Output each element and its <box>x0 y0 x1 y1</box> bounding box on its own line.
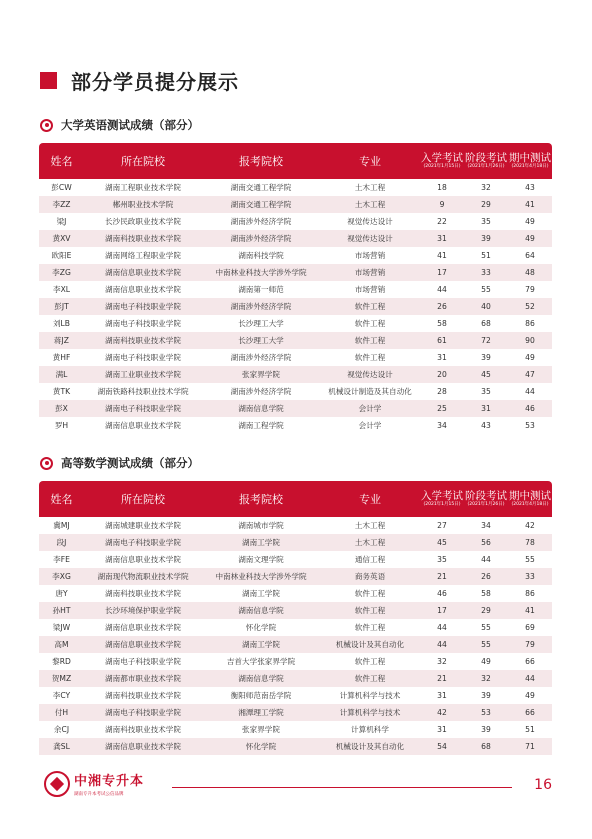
cell-student-name: 李XG <box>52 572 71 581</box>
table-row <box>39 179 552 196</box>
cell-current-school: 湖南信息职业技术学院 <box>105 285 181 294</box>
page-number: 16 <box>534 777 552 793</box>
cell-major: 软件工程 <box>354 336 386 345</box>
cell-major: 软件工程 <box>354 606 386 615</box>
cell-entrance-score: 54 <box>437 742 447 751</box>
cell-midterm-score: 49 <box>525 217 535 226</box>
cell-major: 通信工程 <box>354 555 386 564</box>
cell-current-school: 湖南科技职业技术学院 <box>105 589 181 598</box>
header-exam-label: 入学考试 <box>421 489 463 502</box>
cell-current-school: 湖南现代物流职业技术学院 <box>97 572 189 581</box>
header-exam-label: 期中测试 <box>509 151 551 164</box>
section-header-english <box>40 117 199 133</box>
footer-divider <box>172 787 512 788</box>
cell-student-name: 罗H <box>54 421 69 430</box>
cell-stage-score: 56 <box>481 538 491 547</box>
cell-major: 商务英语 <box>354 572 386 581</box>
table-row <box>39 247 552 264</box>
table-row <box>39 366 552 383</box>
cell-target-school: 湖南涉外经济学院 <box>230 217 292 226</box>
cell-midterm-score: 55 <box>525 555 535 564</box>
cell-target-school: 湖南文理学院 <box>238 555 284 564</box>
header-stage-score <box>464 491 508 508</box>
cell-student-name: 贺MZ <box>51 674 72 683</box>
footer <box>44 770 552 806</box>
header-entrance-score <box>420 491 464 508</box>
cell-stage-score: 32 <box>481 674 491 683</box>
cell-stage-score: 44 <box>481 555 491 564</box>
logo-main-text: 中湘专升本 <box>74 774 145 789</box>
cell-entrance-score: 34 <box>437 421 447 430</box>
header-midterm-score <box>508 153 552 170</box>
page-title-text: 部分学员提分展示 <box>71 70 239 94</box>
cell-midterm-score: 78 <box>525 538 535 547</box>
cell-stage-score: 55 <box>481 623 491 632</box>
cell-major: 视觉传达设计 <box>347 217 393 226</box>
table-row <box>39 551 552 568</box>
cell-entrance-score: 42 <box>437 708 447 717</box>
cell-target-school: 长沙理工大学 <box>238 336 284 345</box>
header-exam-label: 阶段考试 <box>465 151 507 164</box>
table-header <box>39 143 552 179</box>
cell-major: 计算机科学 <box>351 725 389 734</box>
cell-midterm-score: 90 <box>525 336 535 345</box>
cell-entrance-score: 22 <box>437 217 447 226</box>
cell-midterm-score: 79 <box>525 640 535 649</box>
cell-midterm-score: 49 <box>525 691 535 700</box>
cell-midterm-score: 41 <box>525 606 535 615</box>
cell-midterm-score: 52 <box>525 302 535 311</box>
cell-current-school: 湖南科技职业技术学院 <box>105 691 181 700</box>
cell-entrance-score: 28 <box>437 387 447 396</box>
cell-midterm-score: 51 <box>525 725 535 734</box>
cell-entrance-score: 31 <box>437 353 447 362</box>
cell-target-school: 湖南信息学院 <box>238 674 284 683</box>
cell-target-school: 衡阳师范南岳学院 <box>230 691 292 700</box>
table-body <box>39 517 552 755</box>
cell-student-name: 李ZG <box>52 268 71 277</box>
table-row <box>39 653 552 670</box>
header-exam-date: (2021年4月18日) <box>511 164 549 169</box>
cell-target-school: 湖南工程学院 <box>238 421 284 430</box>
cell-current-school: 湖南科技职业技术学院 <box>105 725 181 734</box>
table-row <box>39 400 552 417</box>
cell-current-school: 湖南电子科技职业学院 <box>105 302 181 311</box>
cell-major: 土木工程 <box>354 200 386 209</box>
cell-stage-score: 35 <box>481 387 491 396</box>
cell-entrance-score: 44 <box>437 623 447 632</box>
header-target-school: 报考院校 <box>239 493 283 506</box>
header-exam-date: (2021年1月15日) <box>423 164 461 169</box>
cell-entrance-score: 44 <box>437 640 447 649</box>
cell-student-name: 付H <box>54 708 69 717</box>
cell-midterm-score: 69 <box>525 623 535 632</box>
cell-stage-score: 29 <box>481 606 491 615</box>
table-row <box>39 687 552 704</box>
cell-stage-score: 29 <box>481 200 491 209</box>
cell-student-name: 李XL <box>52 285 71 294</box>
cell-current-school: 长沙民政职业技术学院 <box>105 217 181 226</box>
cell-midterm-score: 41 <box>525 200 535 209</box>
table-row <box>39 213 552 230</box>
cell-current-school: 湖南工程职业技术学院 <box>105 183 181 192</box>
cell-entrance-score: 20 <box>437 370 447 379</box>
table-row <box>39 721 552 738</box>
cell-major: 软件工程 <box>354 589 386 598</box>
cell-current-school: 湖南科技职业技术学院 <box>105 336 181 345</box>
table-row <box>39 332 552 349</box>
table-row <box>39 417 552 434</box>
cell-midterm-score: 44 <box>525 387 535 396</box>
cell-current-school: 长沙环境保护职业学院 <box>105 606 181 615</box>
cell-target-school: 怀化学院 <box>245 623 277 632</box>
cell-midterm-score: 71 <box>525 742 535 751</box>
header-entrance-score <box>420 153 464 170</box>
target-circle-icon <box>40 119 53 132</box>
cell-entrance-score: 35 <box>437 555 447 564</box>
header-major: 专业 <box>359 155 381 168</box>
cell-student-name: 刘LB <box>52 319 71 328</box>
cell-entrance-score: 9 <box>439 200 445 209</box>
cell-target-school: 中南林业科技大学涉外学院 <box>215 268 307 277</box>
cell-current-school: 湖南信息职业技术学院 <box>105 555 181 564</box>
cell-current-school: 湖南科技职业技术学院 <box>105 234 181 243</box>
cell-student-name: 李CY <box>52 691 71 700</box>
table-row <box>39 738 552 755</box>
cell-student-name: 高M <box>54 640 69 649</box>
cell-stage-score: 34 <box>481 521 491 530</box>
cell-stage-score: 39 <box>481 725 491 734</box>
cell-current-school: 湖南城建职业技术学院 <box>105 521 181 530</box>
cell-current-school: 湖南都市职业技术学院 <box>105 674 181 683</box>
cell-student-name: 蒋JZ <box>53 336 70 345</box>
cell-stage-score: 39 <box>481 691 491 700</box>
cell-student-name: 满L <box>55 370 68 379</box>
cell-entrance-score: 31 <box>437 234 447 243</box>
cell-stage-score: 68 <box>481 742 491 751</box>
cell-major: 土木工程 <box>354 521 386 530</box>
header-student-name: 姓名 <box>50 493 73 506</box>
cell-student-name: 黄XV <box>52 234 71 243</box>
table-row <box>39 264 552 281</box>
cell-midterm-score: 49 <box>525 234 535 243</box>
cell-entrance-score: 46 <box>437 589 447 598</box>
cell-current-school: 湖南信息职业技术学院 <box>105 623 181 632</box>
table-row <box>39 230 552 247</box>
cell-stage-score: 51 <box>481 251 491 260</box>
cell-stage-score: 39 <box>481 353 491 362</box>
cell-midterm-score: 66 <box>525 657 535 666</box>
cell-midterm-score: 33 <box>525 572 535 581</box>
header-exam-date: (2021年4月18日) <box>511 502 549 507</box>
cell-current-school: 湖南电子科技职业学院 <box>105 353 181 362</box>
cell-target-school: 怀化学院 <box>245 742 277 751</box>
cell-midterm-score: 48 <box>525 268 535 277</box>
table-row <box>39 534 552 551</box>
cell-target-school: 湖南工学院 <box>242 589 280 598</box>
cell-student-name: 彭JT <box>54 302 69 311</box>
section-header-math <box>40 455 199 471</box>
cell-major: 视觉传达设计 <box>347 234 393 243</box>
cell-stage-score: 53 <box>481 708 491 717</box>
section-title: 高等数学测试成绩（部分） <box>61 456 199 470</box>
header-exam-label: 期中测试 <box>509 489 551 502</box>
cell-student-name: 李ZZ <box>52 200 71 209</box>
cell-entrance-score: 25 <box>437 404 447 413</box>
cell-stage-score: 31 <box>481 404 491 413</box>
header-exam-label: 入学考试 <box>421 151 463 164</box>
cell-major: 会计学 <box>358 421 382 430</box>
cell-stage-score: 55 <box>481 285 491 294</box>
logo-seal-icon <box>44 771 70 797</box>
cell-major: 计算机科学与技术 <box>339 708 401 717</box>
cell-entrance-score: 41 <box>437 251 447 260</box>
cell-stage-score: 58 <box>481 589 491 598</box>
cell-stage-score: 45 <box>481 370 491 379</box>
cell-target-school: 湖南交通工程学院 <box>230 183 292 192</box>
cell-major: 土木工程 <box>354 183 386 192</box>
cell-stage-score: 32 <box>481 183 491 192</box>
cell-student-name: 梁J <box>56 217 67 226</box>
cell-entrance-score: 44 <box>437 285 447 294</box>
cell-student-name: 梁JW <box>52 623 71 632</box>
cell-entrance-score: 45 <box>437 538 447 547</box>
title-square-icon <box>40 72 57 89</box>
table-body <box>39 179 552 434</box>
table-row <box>39 704 552 721</box>
cell-major: 市场营销 <box>354 268 386 277</box>
cell-student-name: 黄HF <box>52 353 71 362</box>
header-current-school: 所在院校 <box>121 493 165 506</box>
cell-target-school: 中南林业科技大学涉外学院 <box>215 572 307 581</box>
cell-midterm-score: 79 <box>525 285 535 294</box>
cell-major: 机械设计及其自动化 <box>335 742 405 751</box>
cell-target-school: 湖南涉外经济学院 <box>230 387 292 396</box>
cell-major: 视觉传达设计 <box>347 370 393 379</box>
cell-entrance-score: 26 <box>437 302 447 311</box>
cell-target-school: 湖南信息学院 <box>238 404 284 413</box>
cell-target-school: 湘潭理工学院 <box>238 708 284 717</box>
cell-current-school: 湖南电子科技职业学院 <box>105 319 181 328</box>
cell-major: 市场营销 <box>354 285 386 294</box>
cell-student-name: 李FE <box>53 555 70 564</box>
table-row <box>39 517 552 534</box>
cell-target-school: 长沙理工大学 <box>238 319 284 328</box>
cell-student-name: 段J <box>56 538 67 547</box>
table-row <box>39 670 552 687</box>
cell-major: 软件工程 <box>354 353 386 362</box>
cell-major: 软件工程 <box>354 302 386 311</box>
cell-current-school: 湖南网络工程职业学院 <box>105 251 181 260</box>
cell-target-school: 湖南涉外经济学院 <box>230 302 292 311</box>
cell-current-school: 湖南电子科技职业学院 <box>105 404 181 413</box>
table-row <box>39 585 552 602</box>
cell-target-school: 湖南涉外经济学院 <box>230 234 292 243</box>
cell-stage-score: 49 <box>481 657 491 666</box>
cell-current-school: 湖南信息职业技术学院 <box>105 421 181 430</box>
cell-major: 软件工程 <box>354 319 386 328</box>
table-row <box>39 298 552 315</box>
table-row <box>39 281 552 298</box>
header-exam-label: 阶段考试 <box>465 489 507 502</box>
cell-student-name: 欧阳E <box>51 251 72 260</box>
cell-entrance-score: 61 <box>437 336 447 345</box>
table-row <box>39 619 552 636</box>
cell-major: 机械设计制造及其自动化 <box>328 387 412 396</box>
cell-target-school: 湖南信息学院 <box>238 606 284 615</box>
cell-stage-score: 72 <box>481 336 491 345</box>
cell-current-school: 郴州职业技术学院 <box>112 200 174 209</box>
cell-entrance-score: 17 <box>437 268 447 277</box>
cell-midterm-score: 42 <box>525 521 535 530</box>
cell-midterm-score: 44 <box>525 674 535 683</box>
cell-current-school: 湖南信息职业技术学院 <box>105 268 181 277</box>
cell-current-school: 湖南信息职业技术学院 <box>105 742 181 751</box>
page-title <box>40 66 239 95</box>
cell-stage-score: 43 <box>481 421 491 430</box>
header-target-school: 报考院校 <box>239 155 283 168</box>
cell-major: 计算机科学与技术 <box>339 691 401 700</box>
cell-target-school: 湖南工学院 <box>242 640 280 649</box>
cell-target-school: 湖南城市学院 <box>238 521 284 530</box>
cell-stage-score: 39 <box>481 234 491 243</box>
table-row <box>39 315 552 332</box>
cell-student-name: 唐Y <box>55 589 68 598</box>
cell-student-name: 龚SL <box>53 742 70 751</box>
cell-student-name: 孙HT <box>52 606 71 615</box>
cell-major: 软件工程 <box>354 674 386 683</box>
cell-current-school: 湖南铁路科技职业技术学院 <box>97 387 189 396</box>
cell-entrance-score: 27 <box>437 521 447 530</box>
cell-stage-score: 26 <box>481 572 491 581</box>
math-score-table <box>39 481 552 755</box>
cell-target-school: 张家界学院 <box>242 725 280 734</box>
cell-major: 软件工程 <box>354 657 386 666</box>
header-major: 专业 <box>359 493 381 506</box>
section-title: 大学英语测试成绩（部分） <box>61 118 199 132</box>
header-exam-date: (2021年1月26日) <box>467 502 505 507</box>
cell-entrance-score: 31 <box>437 725 447 734</box>
cell-target-school: 湖南涉外经济学院 <box>230 353 292 362</box>
header-stage-score <box>464 153 508 170</box>
brand-logo <box>44 770 144 797</box>
cell-student-name: 余CJ <box>53 725 70 734</box>
cell-midterm-score: 66 <box>525 708 535 717</box>
cell-stage-score: 33 <box>481 268 491 277</box>
cell-target-school: 湖南交通工程学院 <box>230 200 292 209</box>
cell-target-school: 湖南科技学院 <box>238 251 284 260</box>
cell-midterm-score: 46 <box>525 404 535 413</box>
table-header <box>39 481 552 517</box>
cell-current-school: 湖南电子科技职业学院 <box>105 657 181 666</box>
cell-midterm-score: 86 <box>525 589 535 598</box>
header-student-name: 姓名 <box>50 155 73 168</box>
cell-midterm-score: 86 <box>525 319 535 328</box>
header-exam-date: (2021年1月26日) <box>467 164 505 169</box>
header-current-school: 所在院校 <box>121 155 165 168</box>
cell-major: 市场营销 <box>354 251 386 260</box>
header-midterm-score <box>508 491 552 508</box>
cell-entrance-score: 21 <box>437 674 447 683</box>
cell-major: 机械设计及其自动化 <box>335 640 405 649</box>
table-row <box>39 636 552 653</box>
cell-stage-score: 55 <box>481 640 491 649</box>
cell-midterm-score: 53 <box>525 421 535 430</box>
table-row <box>39 196 552 213</box>
cell-midterm-score: 47 <box>525 370 535 379</box>
table-row <box>39 602 552 619</box>
cell-major: 土木工程 <box>354 538 386 547</box>
cell-entrance-score: 21 <box>437 572 447 581</box>
cell-entrance-score: 58 <box>437 319 447 328</box>
cell-midterm-score: 49 <box>525 353 535 362</box>
cell-student-name: 彭X <box>55 404 68 413</box>
cell-target-school: 湖南第一师范 <box>238 285 284 294</box>
cell-entrance-score: 32 <box>437 657 447 666</box>
table-row <box>39 568 552 585</box>
cell-current-school: 湖南电子科技职业学院 <box>105 708 181 717</box>
logo-sub-text: 湖南专升本考试公信品牌 <box>74 792 124 797</box>
cell-midterm-score: 64 <box>525 251 535 260</box>
cell-entrance-score: 31 <box>437 691 447 700</box>
english-score-table <box>39 143 552 434</box>
cell-major: 软件工程 <box>354 623 386 632</box>
cell-student-name: 彭CW <box>51 183 72 192</box>
cell-student-name: 黎RD <box>52 657 71 666</box>
cell-stage-score: 68 <box>481 319 491 328</box>
cell-midterm-score: 43 <box>525 183 535 192</box>
cell-current-school: 湖南电子科技职业学院 <box>105 538 181 547</box>
target-circle-icon <box>40 457 53 470</box>
cell-stage-score: 35 <box>481 217 491 226</box>
cell-entrance-score: 18 <box>437 183 447 192</box>
cell-target-school: 吉首大学张家界学院 <box>226 657 296 666</box>
cell-current-school: 湖南工业职业技术学院 <box>105 370 181 379</box>
cell-current-school: 湖南信息职业技术学院 <box>105 640 181 649</box>
table-row <box>39 349 552 366</box>
cell-target-school: 张家界学院 <box>242 370 280 379</box>
header-exam-date: (2021年1月15日) <box>423 502 461 507</box>
cell-entrance-score: 17 <box>437 606 447 615</box>
table-row <box>39 383 552 400</box>
cell-stage-score: 40 <box>481 302 491 311</box>
cell-target-school: 湖南工学院 <box>242 538 280 547</box>
cell-student-name: 冀MJ <box>53 521 70 530</box>
cell-student-name: 黄TK <box>52 387 71 396</box>
cell-major: 会计学 <box>358 404 382 413</box>
